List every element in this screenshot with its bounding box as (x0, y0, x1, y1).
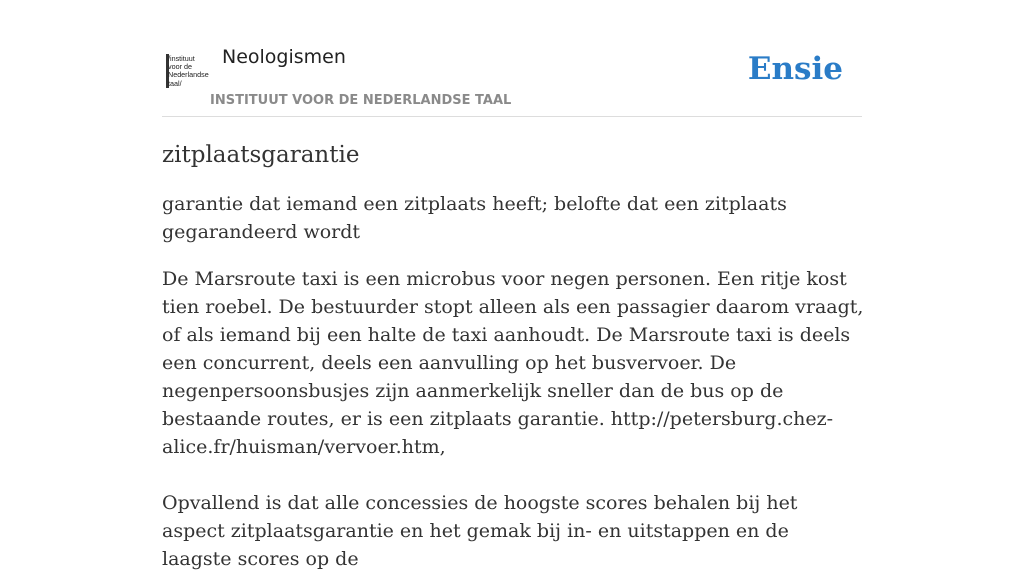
logo-text: /instituut voor de Nederlandse taal/ (168, 54, 209, 88)
ensie-logo[interactable]: Ensie (747, 51, 843, 87)
source-header (162, 40, 862, 117)
entry-content (162, 138, 864, 573)
source-title[interactable]: Neologismen (222, 46, 346, 68)
institute-logo[interactable] (166, 54, 208, 90)
entry-quotes (162, 265, 864, 573)
source-subtitle: INSTITUUT VOOR DE NEDERLANDSE TAAL (210, 93, 512, 108)
entry-definition: garantie dat iemand een zitplaats heeft; belofte dat een zitplaats gegarandeerd wordt (162, 193, 787, 243)
entry-term: zitplaatsgarantie (162, 142, 360, 168)
quote-2: Opvallend is dat alle concessies de hoogste scores behalen bij het aspect zitplaatsgarantie en het gemak bij in- en uitstappen en de laagste scores op de (162, 492, 798, 570)
quote-1: De Marsroute taxi is een microbus voor negen personen. Een ritje kost tien roebel. De bestuurder stopt alleen als een passagier daarom vraagt, of als iemand bij een halte de taxi aanhoudt. De Marsroute taxi is deels een concurrent, deels een aanvulling op het busvervoer. De negenpersoonsbusjes zijn aanmerkelijk sneller dan de bus op de bestaande routes, er is een zitplaats garantie. http://petersburg.chez-alice.fr/huisman/vervoer.htm, (162, 268, 864, 458)
quote-spacer (162, 461, 864, 489)
